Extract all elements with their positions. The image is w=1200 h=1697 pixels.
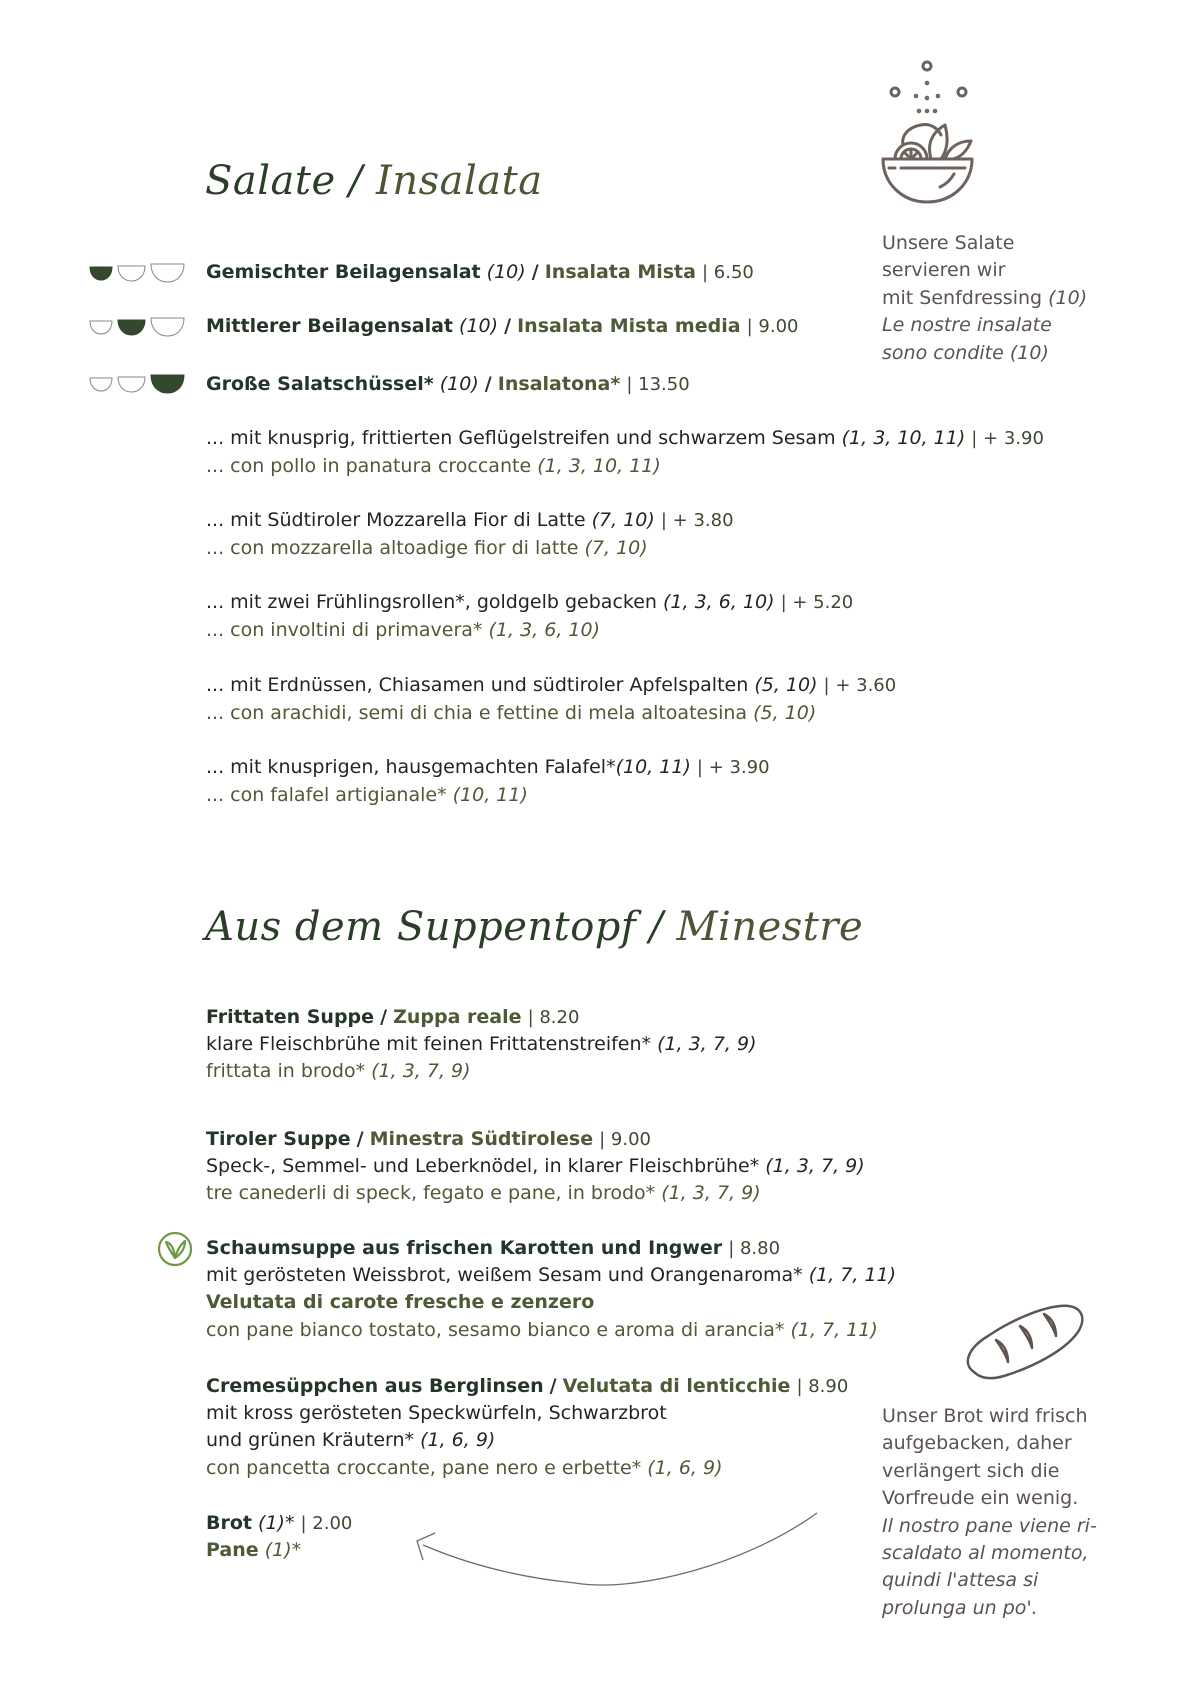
bowl-size-medium-icon xyxy=(88,316,188,338)
allergens: (1, 3, 7, 9) xyxy=(371,1060,471,1082)
soup-name-it: Zuppa reale xyxy=(393,1006,522,1028)
extra-it: ... con involtini di primavera* xyxy=(206,619,483,641)
bread-icon xyxy=(960,1292,1090,1387)
soup-name-it: Velutata di carote fresche e zenzero xyxy=(206,1291,595,1313)
soups-heading-it: Minestre xyxy=(676,904,864,950)
salads-heading-it: Insalata xyxy=(376,158,543,204)
allergens: (5, 10) xyxy=(753,702,817,724)
allergens: (1, 3, 7, 9) xyxy=(657,1033,757,1055)
allergens: (1)* xyxy=(258,1512,295,1534)
soup-desc-de: mit kross gerösteten Speckwürfeln, Schwarzbrot xyxy=(206,1402,667,1424)
note-line: Le nostre insalate xyxy=(882,314,1052,337)
bread-name-de: Brot xyxy=(206,1512,252,1534)
note-line: sono condite (10) xyxy=(882,341,1049,364)
extra-price: | + 3.80 xyxy=(660,510,734,531)
price: | 9.00 xyxy=(746,316,799,337)
salads-heading-de: Salate xyxy=(205,158,336,204)
allergens: (10) xyxy=(439,373,479,395)
allergens: (1, 3, 10, 11) xyxy=(537,455,661,477)
soup-desc-it: con pancetta croccante, pane nero e erbette* xyxy=(206,1457,642,1479)
salad-name-de: Mittlerer Beilagensalat xyxy=(206,315,453,337)
allergens: (7, 10) xyxy=(584,537,648,559)
allergens: (1)* xyxy=(264,1539,302,1561)
price: | 8.20 xyxy=(527,1007,580,1028)
extra-de: ... mit knusprigen, hausgemachten Falafel* xyxy=(206,756,616,778)
note-line: prolunga un po'. xyxy=(882,1596,1038,1619)
note-line: Unsere Salate xyxy=(882,232,1015,254)
allergens: (1, 3, 7, 9) xyxy=(765,1155,865,1177)
bread-name-it: Pane xyxy=(206,1539,259,1561)
extra-de: ... mit zwei Frühlingsrollen*, goldgelb gebacken xyxy=(206,591,657,613)
soup-name-it: Velutata di lenticchie xyxy=(562,1375,791,1397)
bread-note xyxy=(882,1403,1182,1622)
bowl-size-large-icon xyxy=(88,373,188,395)
allergens: (10, 11) xyxy=(615,756,691,778)
price: | 8.90 xyxy=(796,1376,849,1397)
extra-it: ... con arachidi, semi di chia e fettine di mela altoatesina xyxy=(206,702,748,724)
note-line: aufgebacken, daher xyxy=(882,1432,1072,1455)
soup-desc-de: mit gerösteten Weissbrot, weißem Sesam und Orangenaroma* xyxy=(206,1264,803,1286)
note-line: Il nostro pane viene ri- xyxy=(882,1514,1097,1537)
price: | 13.50 xyxy=(626,374,690,395)
note-line: servieren wir xyxy=(882,259,1006,282)
soup-name-de: Tiroler Suppe xyxy=(206,1128,351,1150)
allergens: (1, 3, 6, 10) xyxy=(488,619,600,641)
allergens: (5, 10) xyxy=(754,674,818,696)
soups-heading xyxy=(205,904,863,950)
extra-de: ... mit Erdnüssen, Chiasamen und südtiroler Apfelspalten xyxy=(206,674,749,696)
allergens: (1, 7, 11) xyxy=(790,1319,878,1341)
extra-price: | + 3.60 xyxy=(823,675,897,696)
soup-desc-it: con pane bianco tostato, sesamo bianco e aroma di arancia* xyxy=(206,1319,785,1341)
allergens: (10, 11) xyxy=(452,784,528,806)
soup-desc-de: klare Fleischbrühe mit feinen Frittatenstreifen* xyxy=(206,1033,652,1055)
soups-heading-de: Aus dem Suppentopf xyxy=(205,904,637,950)
vegetarian-leaf-icon xyxy=(157,1231,193,1267)
allergens: (1, 7, 11) xyxy=(808,1264,897,1286)
soup-desc-de: und grünen Kräutern* xyxy=(206,1429,415,1451)
extra-de: ... mit knusprig, frittierten Geflügelstreifen und schwarzem Sesam xyxy=(206,427,836,449)
allergens: (1, 6, 9) xyxy=(420,1429,496,1451)
allergens: (10) xyxy=(486,261,526,283)
heading-separator: / xyxy=(335,158,377,204)
heading-separator: / xyxy=(636,904,677,950)
salad-name-it: Insalata Mista xyxy=(544,261,696,283)
price: | 8.80 xyxy=(728,1238,781,1259)
note-line: mit Senfdressing (10) xyxy=(882,286,1088,309)
allergens: (10) xyxy=(459,315,499,337)
extra-price: | + 5.20 xyxy=(780,592,854,613)
allergens: (7, 10) xyxy=(591,509,655,531)
salad-dressing-note xyxy=(882,230,1182,367)
allergens: (1, 3, 10, 11) xyxy=(841,427,966,449)
soup-desc-it: tre canederli di speck, fegato e pane, in brodo* xyxy=(206,1182,656,1204)
soup-name-de: Cremesüppchen aus Berglinsen xyxy=(206,1375,544,1397)
note-line: scaldato al momento, xyxy=(882,1542,1089,1565)
salad-name-it: Insalatona* xyxy=(497,373,621,395)
note-line: Vorfreude ein wenig. xyxy=(882,1487,1079,1510)
extra-it: ... con pollo in panatura croccante xyxy=(206,455,532,477)
allergens: (1, 3, 7, 9) xyxy=(661,1182,761,1204)
soup-name-it: Minestra Südtirolese xyxy=(369,1128,594,1150)
extra-price: | + 3.90 xyxy=(971,428,1044,449)
note-line: quindi l'attesa si xyxy=(882,1569,1039,1592)
note-line: verlängert sich die xyxy=(882,1459,1060,1482)
extra-it: ... con falafel artigianale* xyxy=(206,784,447,806)
bowl-size-small-icon xyxy=(88,262,188,284)
allergens: (1, 3, 6, 10) xyxy=(663,591,775,613)
soup-name-de: Schaumsuppe aus frischen Karotten und Ingwer xyxy=(206,1237,723,1259)
salad-name-de: Gemischter Beilagensalat xyxy=(206,261,481,283)
extra-de: ... mit Südtiroler Mozzarella Fior di Latte xyxy=(206,509,586,531)
soup-desc-de: Speck-, Semmel- und Leberknödel, in klarer Fleischbrühe* xyxy=(206,1155,760,1177)
allergens: (1, 6, 9) xyxy=(647,1457,723,1479)
extra-it: ... con mozzarella altoadige fior di latte xyxy=(206,537,579,559)
salad-name-de: Große Salatschüssel* xyxy=(206,373,434,395)
soup-desc-it: frittata in brodo* xyxy=(206,1060,366,1082)
salad-name-it: Insalata Mista media xyxy=(517,315,741,337)
price: | 9.00 xyxy=(599,1129,652,1150)
curved-arrow-icon xyxy=(405,1505,825,1595)
note-line: Unser Brot wird frisch xyxy=(882,1405,1088,1427)
soup-name-de: Frittaten Suppe xyxy=(206,1006,375,1028)
extra-price: | + 3.90 xyxy=(696,757,770,778)
price: | 6.50 xyxy=(702,262,754,283)
salads-heading xyxy=(205,158,543,204)
price: | 2.00 xyxy=(300,1513,353,1534)
salad-bowl-icon xyxy=(875,55,985,210)
